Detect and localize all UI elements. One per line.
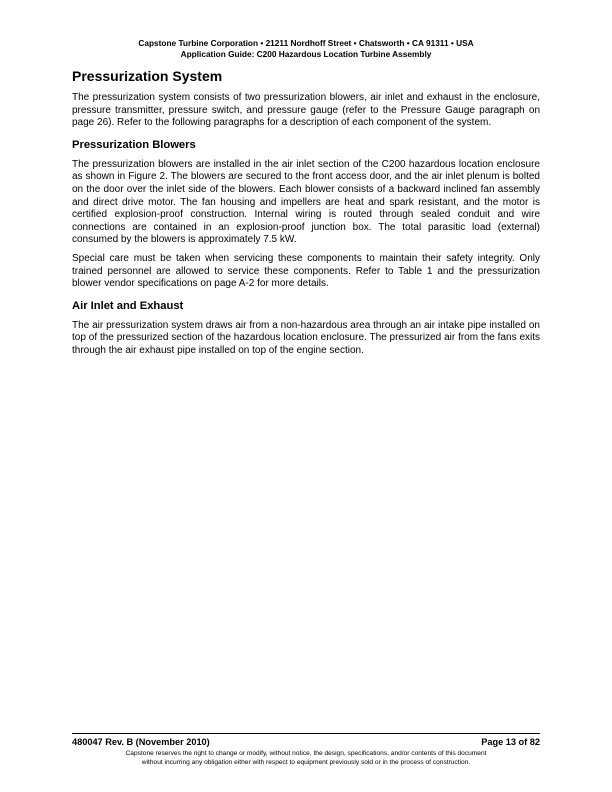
blowers-paragraph-1: The pressurization blowers are installed in the air inlet section of the C200 hazardous location enclosure as shown in Figure 2. The blowers are secured to the front access door, and the air inlet plenum is bolted on the door over the inlet side of the blowers. Each blower consists of a backward inclined fan assembly and direct drive motor. The fan housing and impellers are heat and spark resistant, and the motor is certified explosion-proof construction. Internal wiring is routed through sealed conduit and wire connections are contained in an explosion-proof junction box. The total parasitic load (external) consumed by the blowers is approximately 7.5 kW. xyxy=(72,158,540,246)
blowers-paragraph-2: Special care must be taken when servicing these components to maintain their safety integrity. Only trained personnel are allowed to service these components. Refer to Table 1 and the pressurization blower vendor specifications on page A-2 for more details. xyxy=(72,252,540,290)
page-content xyxy=(72,68,540,364)
document-id: 480047 Rev. B (November 2010) xyxy=(72,737,210,747)
blowers-heading: Pressurization Blowers xyxy=(72,138,196,151)
disclaimer-line-2: without incurring any obligation either with respect to equipment previously sold or in the process of construction. xyxy=(141,758,471,766)
page-number: Page 13 of 82 xyxy=(481,737,540,747)
disclaimer-line-1: Capstone reserves the right to change or modify, without notice, the design, specifications, and/or contents of this document xyxy=(125,750,487,757)
header-guide-title: Application Guide: C200 Hazardous Location Turbine Assembly xyxy=(180,49,432,59)
page-header xyxy=(0,38,612,60)
header-company-line: Capstone Turbine Corporation • 21211 Nordhoff Street • Chatsworth • CA 91311 • USA xyxy=(138,38,474,48)
footer-divider xyxy=(72,733,540,734)
page-footer xyxy=(72,733,540,768)
footer-disclaimer xyxy=(72,750,540,768)
air-inlet-heading: Air Inlet and Exhaust xyxy=(72,299,184,312)
footer-line xyxy=(72,736,540,748)
section-title: Pressurization System xyxy=(72,68,223,84)
intro-paragraph: The pressurization system consists of two pressurization blowers, air inlet and exhaust in the enclosure, pressure transmitter, pressure switch, and pressure gauge (refer to the Pressure Gauge paragraph on page 26). Refer to the following paragraphs for a description of each component of the system. xyxy=(72,92,540,129)
air-inlet-paragraph: The air pressurization system draws air from a non-hazardous area through an air intake pipe installed on top of the pressurized section of the hazardous location enclosure. The pressurized air from the fans exits through the air exhaust pipe installed on top of the engine section. xyxy=(72,319,540,356)
